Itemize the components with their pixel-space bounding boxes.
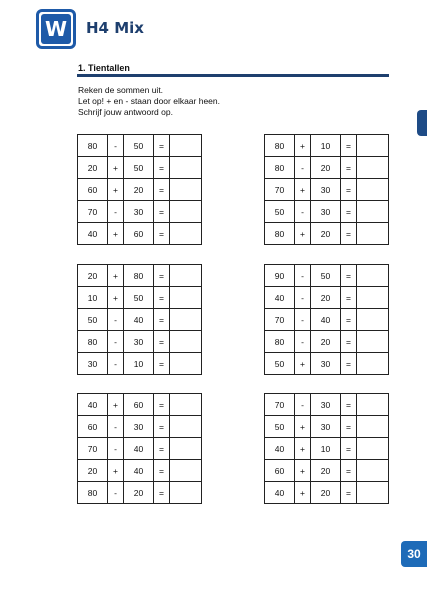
sum-row	[78, 416, 202, 438]
instruction-line: Let op! + en - staan door elkaar heen.	[78, 96, 221, 106]
operator: +	[295, 135, 311, 157]
operand-a: 50	[78, 309, 108, 331]
operand-b: 20	[311, 157, 341, 179]
sum-row	[265, 287, 389, 309]
operand-a: 70	[265, 179, 295, 201]
operator: +	[108, 460, 124, 482]
sum-row	[78, 460, 202, 482]
sum-row	[78, 353, 202, 375]
sum-row	[78, 223, 202, 245]
equals-sign: =	[341, 460, 357, 482]
sum-row	[265, 438, 389, 460]
sum-row	[78, 287, 202, 309]
page-title: H4 Mix	[86, 19, 144, 37]
operator: +	[295, 482, 311, 504]
instructions	[78, 85, 220, 118]
answer-box[interactable]	[357, 331, 389, 353]
equals-sign: =	[154, 482, 170, 504]
equals-sign: =	[154, 331, 170, 353]
operand-b: 20	[311, 331, 341, 353]
equals-sign: =	[341, 394, 357, 416]
operator: -	[108, 482, 124, 504]
operand-a: 80	[265, 135, 295, 157]
operand-a: 80	[265, 223, 295, 245]
sum-row	[78, 265, 202, 287]
sum-row	[265, 394, 389, 416]
equals-sign: =	[341, 287, 357, 309]
answer-box[interactable]	[357, 265, 389, 287]
sum-row	[265, 265, 389, 287]
operator: -	[108, 309, 124, 331]
answer-box[interactable]	[357, 287, 389, 309]
operand-a: 70	[78, 438, 108, 460]
equals-sign: =	[154, 135, 170, 157]
logo-letter: W	[41, 14, 71, 44]
operand-b: 50	[311, 265, 341, 287]
answer-box[interactable]	[357, 201, 389, 223]
operator: +	[108, 179, 124, 201]
operator: +	[295, 438, 311, 460]
equals-sign: =	[154, 309, 170, 331]
page-number: 30	[401, 541, 427, 567]
answer-box[interactable]	[170, 223, 202, 245]
equals-sign: =	[154, 438, 170, 460]
operand-b: 40	[124, 309, 154, 331]
answer-box[interactable]	[170, 135, 202, 157]
instruction-line: Schrijf jouw antwoord op.	[78, 107, 173, 117]
chapter-tab	[417, 110, 427, 136]
sum-row	[78, 394, 202, 416]
sum-row	[78, 201, 202, 223]
sum-row	[265, 416, 389, 438]
operand-a: 70	[265, 309, 295, 331]
answer-box[interactable]	[357, 482, 389, 504]
answer-box[interactable]	[357, 394, 389, 416]
operator: -	[108, 135, 124, 157]
operand-a: 80	[265, 157, 295, 179]
sum-table	[264, 264, 389, 375]
answer-box[interactable]	[170, 179, 202, 201]
equals-sign: =	[154, 353, 170, 375]
operand-b: 30	[311, 353, 341, 375]
operator: -	[108, 438, 124, 460]
operand-a: 50	[265, 353, 295, 375]
equals-sign: =	[341, 201, 357, 223]
operand-a: 30	[78, 353, 108, 375]
equals-sign: =	[341, 223, 357, 245]
answer-box[interactable]	[170, 460, 202, 482]
operand-a: 70	[78, 201, 108, 223]
equals-sign: =	[154, 265, 170, 287]
sum-table	[77, 264, 202, 375]
answer-box[interactable]	[170, 353, 202, 375]
sum-row	[265, 309, 389, 331]
sum-row	[78, 135, 202, 157]
instruction-line: Reken de sommen uit.	[78, 85, 164, 95]
answer-box[interactable]	[357, 135, 389, 157]
operand-b: 20	[124, 179, 154, 201]
operand-a: 40	[265, 287, 295, 309]
operator: +	[295, 353, 311, 375]
operand-b: 10	[124, 353, 154, 375]
operand-b: 60	[124, 394, 154, 416]
operand-b: 30	[124, 416, 154, 438]
operand-b: 30	[311, 416, 341, 438]
operand-a: 90	[265, 265, 295, 287]
answer-box[interactable]	[170, 287, 202, 309]
operand-b: 20	[311, 482, 341, 504]
operator: +	[108, 265, 124, 287]
equals-sign: =	[154, 394, 170, 416]
section-title: 1. Tientallen	[78, 63, 130, 73]
answer-box[interactable]	[357, 438, 389, 460]
operator: +	[295, 223, 311, 245]
operand-b: 20	[124, 482, 154, 504]
operand-a: 40	[78, 394, 108, 416]
operator: +	[108, 287, 124, 309]
operator: -	[295, 287, 311, 309]
equals-sign: =	[154, 223, 170, 245]
equals-sign: =	[341, 438, 357, 460]
answer-box[interactable]	[170, 309, 202, 331]
operand-a: 40	[265, 438, 295, 460]
operator: -	[108, 331, 124, 353]
operand-b: 40	[311, 309, 341, 331]
sum-row	[265, 353, 389, 375]
operand-a: 20	[78, 265, 108, 287]
answer-box[interactable]	[357, 416, 389, 438]
operand-b: 20	[311, 460, 341, 482]
answer-box[interactable]	[170, 157, 202, 179]
operand-b: 50	[124, 287, 154, 309]
equals-sign: =	[154, 179, 170, 201]
sum-table	[77, 393, 202, 504]
sum-row	[265, 201, 389, 223]
equals-sign: =	[341, 157, 357, 179]
operand-b: 20	[311, 223, 341, 245]
equals-sign: =	[341, 309, 357, 331]
answer-box[interactable]	[357, 179, 389, 201]
w-logo	[36, 9, 76, 49]
answer-box[interactable]	[170, 482, 202, 504]
operand-a: 50	[265, 201, 295, 223]
answer-box[interactable]	[357, 460, 389, 482]
operator: -	[295, 309, 311, 331]
operand-b: 10	[311, 438, 341, 460]
sum-row	[265, 157, 389, 179]
operand-a: 10	[78, 287, 108, 309]
sum-row	[265, 482, 389, 504]
sum-row	[78, 482, 202, 504]
operator: -	[295, 331, 311, 353]
operator: -	[295, 157, 311, 179]
operand-b: 40	[124, 438, 154, 460]
operator: -	[295, 201, 311, 223]
operand-b: 50	[124, 135, 154, 157]
sum-table	[77, 134, 202, 245]
equals-sign: =	[341, 353, 357, 375]
operator: -	[295, 394, 311, 416]
operator: -	[108, 416, 124, 438]
answer-box[interactable]	[170, 265, 202, 287]
operand-b: 30	[124, 201, 154, 223]
answer-box[interactable]	[357, 353, 389, 375]
operand-a: 80	[78, 331, 108, 353]
operator: -	[108, 353, 124, 375]
operator: +	[108, 157, 124, 179]
equals-sign: =	[341, 265, 357, 287]
operand-a: 80	[78, 135, 108, 157]
operator: +	[295, 416, 311, 438]
sum-row	[78, 438, 202, 460]
equals-sign: =	[154, 157, 170, 179]
operand-b: 20	[311, 287, 341, 309]
answer-box[interactable]	[170, 438, 202, 460]
equals-sign: =	[154, 201, 170, 223]
equals-sign: =	[341, 135, 357, 157]
sum-row	[78, 179, 202, 201]
operand-a: 60	[78, 179, 108, 201]
operator: +	[108, 394, 124, 416]
operator: +	[295, 460, 311, 482]
answer-box[interactable]	[357, 157, 389, 179]
operand-a: 80	[78, 482, 108, 504]
operand-b: 40	[124, 460, 154, 482]
operand-a: 60	[265, 460, 295, 482]
answer-box[interactable]	[170, 394, 202, 416]
answer-box[interactable]	[170, 201, 202, 223]
sum-row	[265, 460, 389, 482]
sum-table	[264, 134, 389, 245]
operand-b: 30	[311, 201, 341, 223]
operand-b: 30	[311, 179, 341, 201]
answer-box[interactable]	[357, 309, 389, 331]
operand-a: 20	[78, 157, 108, 179]
sum-table	[264, 393, 389, 504]
answer-box[interactable]	[357, 223, 389, 245]
sum-row	[265, 223, 389, 245]
operator: +	[108, 223, 124, 245]
operand-b: 10	[311, 135, 341, 157]
equals-sign: =	[154, 460, 170, 482]
operand-b: 30	[124, 331, 154, 353]
equals-sign: =	[154, 287, 170, 309]
operand-a: 70	[265, 394, 295, 416]
operand-a: 80	[265, 331, 295, 353]
operator: -	[295, 265, 311, 287]
operand-a: 50	[265, 416, 295, 438]
operator: -	[108, 201, 124, 223]
equals-sign: =	[154, 416, 170, 438]
sum-row	[265, 135, 389, 157]
sum-row	[78, 309, 202, 331]
operand-a: 60	[78, 416, 108, 438]
operand-a: 40	[78, 223, 108, 245]
operand-b: 50	[124, 157, 154, 179]
answer-box[interactable]	[170, 331, 202, 353]
equals-sign: =	[341, 331, 357, 353]
sum-row	[78, 331, 202, 353]
answer-box[interactable]	[170, 416, 202, 438]
operand-b: 80	[124, 265, 154, 287]
equals-sign: =	[341, 482, 357, 504]
section-divider	[77, 74, 389, 77]
operand-a: 20	[78, 460, 108, 482]
operand-b: 30	[311, 394, 341, 416]
sum-row	[265, 331, 389, 353]
sum-row	[78, 157, 202, 179]
equals-sign: =	[341, 179, 357, 201]
operand-b: 60	[124, 223, 154, 245]
sum-row	[265, 179, 389, 201]
operator: +	[295, 179, 311, 201]
equals-sign: =	[341, 416, 357, 438]
operand-a: 40	[265, 482, 295, 504]
